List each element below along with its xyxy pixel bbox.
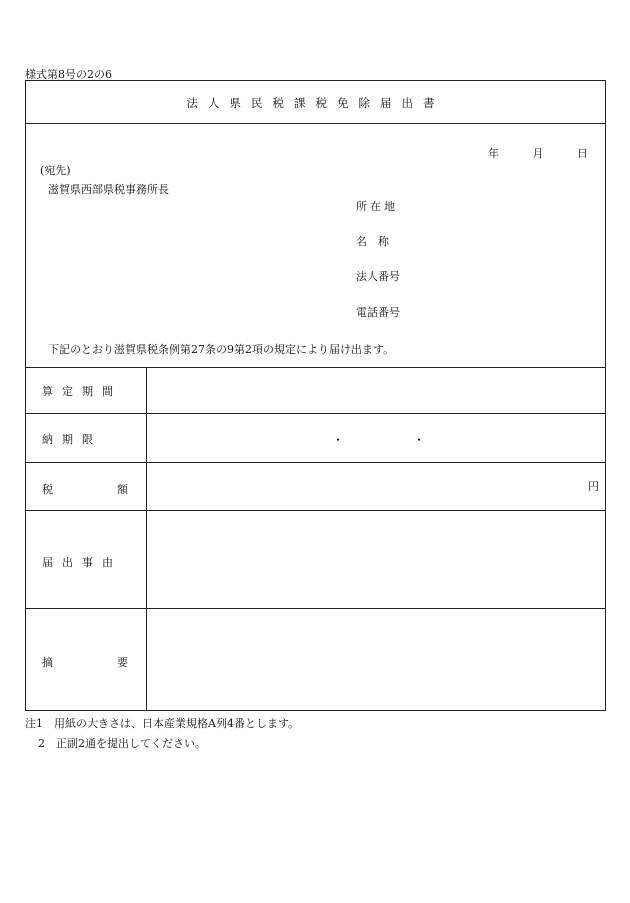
yen-unit: 円 [588, 480, 599, 493]
tax-amount-char-1: 税 [42, 483, 53, 496]
date-line [488, 145, 588, 161]
location-label: 所在地 [356, 200, 398, 213]
date-day-field[interactable]: 日 [577, 147, 588, 160]
deadline-separator-2: ・ [413, 433, 426, 447]
calc-period-field[interactable] [147, 414, 605, 461]
summary-label [42, 654, 128, 670]
title-divider [26, 123, 605, 124]
tax-amount-char-2: 額 [117, 483, 128, 496]
addressee-label: (宛先) [40, 164, 71, 177]
corporate-number-label: 法人番号 [356, 270, 400, 283]
addressee: 滋賀県西部県税事務所長 [48, 183, 169, 196]
date-month-field[interactable]: 月 [532, 147, 544, 160]
reason-label: 届出事由 [42, 556, 122, 569]
deadline-label: 納期限 [42, 433, 102, 446]
row-divider-3 [26, 510, 605, 511]
note-2: 2 正副2通を提出してください。 [38, 737, 206, 750]
calc-period-label: 算定期間 [42, 385, 122, 398]
summary-char-1: 摘 [42, 656, 53, 669]
phone-label: 電話番号 [356, 306, 400, 319]
form-title: 法人県民税課税免除届出書 [186, 96, 445, 110]
form-number: 様式第8号の2の6 [25, 68, 112, 81]
table-top-divider [26, 367, 605, 368]
row-divider-4 [26, 608, 605, 609]
row-divider-2 [26, 462, 605, 463]
note-1: 注1 用紙の大きさは、日本産業規格A列4番とします。 [25, 717, 300, 730]
deadline-separator-1: ・ [332, 433, 345, 447]
name-label: 名 称 [356, 235, 389, 248]
summary-char-2: 要 [117, 656, 128, 669]
notification-form [25, 80, 606, 711]
date-year-field[interactable]: 年 [488, 147, 499, 160]
tax-amount-label [42, 481, 128, 497]
statement: 下記のとおり滋賀県税条例第27条の9第2項の規定により届け出ます。 [48, 343, 395, 356]
